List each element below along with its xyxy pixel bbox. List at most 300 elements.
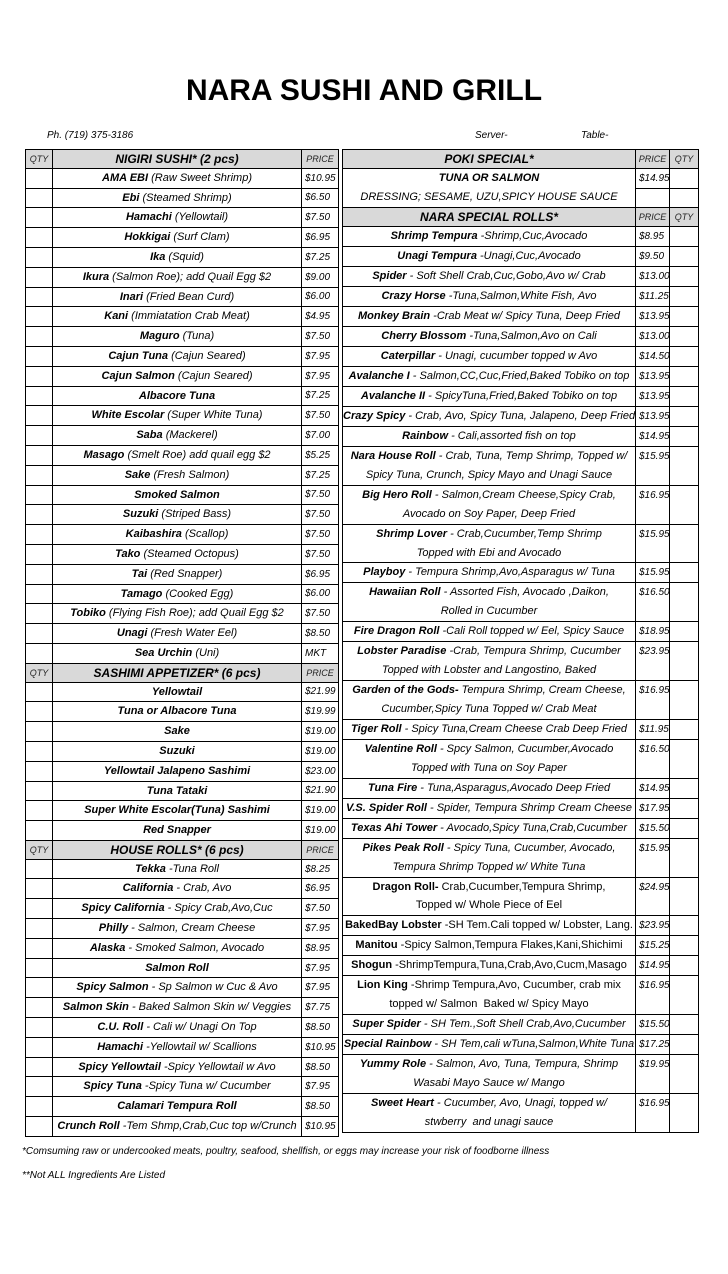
item-desc-line2: Tempura Shrimp Topped w/ White Tuna xyxy=(392,860,586,873)
menu-item-row xyxy=(26,1097,339,1117)
menu-item-row xyxy=(26,722,339,742)
item-price: $21.99 xyxy=(302,682,339,702)
item-cell xyxy=(53,919,302,939)
item-price: $17.25 xyxy=(636,1035,670,1055)
item-price: $19.95 xyxy=(636,1055,670,1094)
item-name: Suzuki xyxy=(159,744,195,757)
item-price: $7.50 xyxy=(302,525,339,545)
item-desc: - SH Tem.,Soft Shell Crab,Avo,Cucumber xyxy=(420,1018,626,1031)
item-desc-line2: Topped with Ebi and Avocado xyxy=(416,546,562,559)
page-title: NARA SUSHI AND GRILL xyxy=(185,74,543,107)
item-name: Shrimp Tempura xyxy=(390,230,478,243)
item-desc: (Raw Sweet Shrimp) xyxy=(148,171,252,184)
item-name: Caterpillar xyxy=(380,350,436,363)
item-name: Cajun Tuna xyxy=(108,349,169,362)
menu-item-row xyxy=(26,879,339,899)
menu-item-row xyxy=(26,584,339,604)
item-name: Tuna Tataki xyxy=(146,784,208,797)
menu-item-row xyxy=(26,978,339,998)
item-name: Maguro xyxy=(139,330,180,343)
item-price: $13.95 xyxy=(636,387,670,407)
qty-cell xyxy=(670,247,699,267)
menu-item-row xyxy=(343,227,699,247)
section-title: SASHIMI APPETIZER* (6 pcs) xyxy=(53,663,302,682)
item-line1 xyxy=(343,720,635,739)
item-cell xyxy=(53,564,302,584)
item-name: Hamachi xyxy=(125,211,172,224)
item-cell xyxy=(343,798,636,818)
item-desc: (Smelt Roe) add quail egg $2 xyxy=(124,448,271,461)
qty-cell xyxy=(26,426,53,446)
item-cell xyxy=(343,485,636,524)
item-cell xyxy=(53,465,302,485)
qty-cell xyxy=(26,998,53,1018)
item-cell xyxy=(53,761,302,781)
qty-cell xyxy=(670,642,699,681)
qty-cell xyxy=(670,347,699,367)
qty-cell xyxy=(26,445,53,465)
menu-item-row xyxy=(343,916,699,936)
menu-item-row xyxy=(26,505,339,525)
menu-item-row xyxy=(26,564,339,584)
item-cell xyxy=(53,702,302,722)
qty-cell xyxy=(26,584,53,604)
item-desc: -Spicy Yellowtail w Avo xyxy=(160,1060,276,1073)
item-cell xyxy=(53,525,302,545)
item-price: $16.95 xyxy=(636,485,670,524)
item-name: Rainbow xyxy=(402,430,449,443)
item-price: $6.95 xyxy=(302,564,339,584)
item-price: $9.50 xyxy=(636,247,670,267)
item-name: Unagi Tempura xyxy=(397,250,477,263)
item-cell xyxy=(53,978,302,998)
qty-cell xyxy=(26,859,53,879)
qty-cell xyxy=(670,1093,699,1132)
menu-item-row xyxy=(343,583,699,622)
item-desc: - Cali w/ Unagi On Top xyxy=(143,1021,257,1034)
item-desc: - Salmon,Cream Cheese,Spicy Crab, xyxy=(431,488,616,501)
item-desc: - Cucumber, Avo, Unagi, topped w/ xyxy=(433,1096,608,1109)
menu-item-row xyxy=(26,781,339,801)
menu-item-row xyxy=(26,327,339,347)
item-price: $7.50 xyxy=(302,327,339,347)
section-header-row xyxy=(343,150,699,169)
item-price: $7.95 xyxy=(302,1077,339,1097)
item-desc: (Striped Bass) xyxy=(158,508,232,521)
qty-cell xyxy=(26,544,53,564)
item-name: Avalanche II xyxy=(360,390,426,403)
qty-cell xyxy=(26,327,53,347)
qty-cell xyxy=(26,879,53,899)
item-desc: (Fresh Water Eel) xyxy=(147,627,238,640)
item-name: Philly xyxy=(98,922,129,935)
footnote-ingredients: **Not ALL Ingredients Are Listed xyxy=(22,1169,166,1181)
item-cell xyxy=(343,563,636,583)
item-cell xyxy=(343,1015,636,1035)
item-cell xyxy=(343,916,636,936)
item-desc: -Yellowtail w/ Scallions xyxy=(143,1040,257,1053)
qty-cell xyxy=(26,1077,53,1097)
item-name: Tuna or Albacore Tuna xyxy=(117,705,237,718)
item-name: Inari xyxy=(119,290,144,303)
item-price: $11.25 xyxy=(636,287,670,307)
qty-cell xyxy=(26,188,53,208)
item-line1 xyxy=(343,936,635,955)
menu-item-row xyxy=(26,761,339,781)
item-desc: - Salmon, Cream Cheese xyxy=(128,922,256,935)
item-price: $8.95 xyxy=(636,227,670,247)
item-cell xyxy=(53,879,302,899)
qty-column-label: QTY xyxy=(26,840,53,859)
qty-cell xyxy=(26,346,53,366)
qty-cell xyxy=(670,681,699,720)
qty-cell xyxy=(670,307,699,327)
qty-cell xyxy=(26,307,53,327)
item-name: Playboy xyxy=(363,566,406,579)
item-price: $16.50 xyxy=(636,739,670,778)
left-menu-body xyxy=(26,150,339,1137)
item-name: Pikes Peak Roll xyxy=(362,841,444,854)
item-cell xyxy=(343,447,636,486)
item-price: $19.00 xyxy=(302,722,339,742)
item-desc: (Red Snapper) xyxy=(147,567,223,580)
item-name: Saba xyxy=(136,429,163,442)
item-line1 xyxy=(343,878,635,897)
menu-item-row xyxy=(26,604,339,624)
menu-item-row xyxy=(343,327,699,347)
item-name: Hokkigai xyxy=(124,231,171,244)
item-price: $13.00 xyxy=(636,267,670,287)
menu-item-row xyxy=(26,1117,339,1137)
item-line1 xyxy=(343,387,635,406)
item-name: Fire Dragon Roll xyxy=(353,625,440,638)
item-desc: -Crab Meat w/ Spicy Tuna, Deep Fried xyxy=(430,310,621,323)
item-cell xyxy=(53,821,302,841)
item-price: $15.25 xyxy=(636,936,670,956)
item-name: Tekka xyxy=(135,862,166,875)
item-price: $16.95 xyxy=(636,1093,670,1132)
qty-cell xyxy=(670,1035,699,1055)
item-name: Tai xyxy=(131,567,148,580)
item-name: Crazy Horse xyxy=(381,290,446,303)
item-desc: (Mackerel) xyxy=(162,429,218,442)
item-name: Ebi xyxy=(122,191,140,204)
menu-item-row xyxy=(26,287,339,307)
qty-cell xyxy=(26,208,53,228)
item-desc: - Spicy Crab,Avo,Cuc xyxy=(164,902,273,915)
qty-cell xyxy=(26,485,53,505)
item-price: $7.95 xyxy=(302,958,339,978)
item-name: Sweet Heart xyxy=(370,1096,434,1109)
item-cell xyxy=(53,624,302,644)
item-name: White Escolar xyxy=(91,409,165,422)
qty-cell xyxy=(670,936,699,956)
item-name: Salmon Roll xyxy=(145,961,209,974)
item-desc: - Salmon, Avo, Tuna, Tempura, Shrimp xyxy=(426,1058,619,1071)
item-cell xyxy=(53,485,302,505)
qty-cell xyxy=(26,624,53,644)
item-line1 xyxy=(343,916,635,935)
menu-item-row xyxy=(26,624,339,644)
menu-item-row xyxy=(343,642,699,681)
menu-item-row xyxy=(343,838,699,877)
item-line1 xyxy=(343,427,635,446)
item-cell xyxy=(53,188,302,208)
menu-item-row xyxy=(343,387,699,407)
item-price: $19.00 xyxy=(302,741,339,761)
menu-item-row xyxy=(343,524,699,563)
item-name: Ika xyxy=(150,250,166,263)
item-desc: -ShrimpTempura,Tuna,Crab,Avo,Cucm,Masago xyxy=(392,959,627,972)
item-name: Hamachi xyxy=(97,1040,144,1053)
item-price: $16.95 xyxy=(636,681,670,720)
item-desc: - Salmon,CC,Cuc,Fried,Baked Tobiko on top xyxy=(409,370,630,383)
item-line1 xyxy=(343,1055,635,1074)
item-desc: (Surf Clam) xyxy=(170,231,230,244)
item-line1 xyxy=(343,779,635,798)
qty-cell xyxy=(670,877,699,916)
item-line1 xyxy=(343,227,635,246)
item-line1 xyxy=(343,307,635,326)
menu-item-row xyxy=(343,976,699,1015)
item-desc-line2: Topped with Lobster and Langostino, Baked xyxy=(381,664,597,677)
item-cell xyxy=(343,387,636,407)
menu-item-row xyxy=(26,228,339,248)
item-desc: -Tuna Roll xyxy=(165,862,219,875)
section-title: HOUSE ROLLS* (6 pcs) xyxy=(53,840,302,859)
item-line1 xyxy=(343,287,635,306)
item-cell xyxy=(343,287,636,307)
item-cell xyxy=(343,1035,636,1055)
item-price: $8.50 xyxy=(302,1057,339,1077)
item-line1 xyxy=(343,347,635,366)
meta-row xyxy=(25,130,697,144)
item-desc-line2: Spicy Tuna, Crunch, Spicy Mayo and Unagi Sauce xyxy=(365,468,613,481)
item-price: $6.95 xyxy=(302,228,339,248)
item-desc: - Tempura Shrimp,Avo,Asparagus w/ Tuna xyxy=(405,566,615,579)
item-line1 xyxy=(343,267,635,286)
item-price: $13.95 xyxy=(636,407,670,427)
menu-item-row xyxy=(26,998,339,1018)
server-label: Server- xyxy=(475,130,508,141)
qty-cell xyxy=(670,327,699,347)
menu-item-row xyxy=(343,307,699,327)
qty-cell xyxy=(670,838,699,877)
qty-cell xyxy=(670,563,699,583)
item-line1 xyxy=(343,681,635,700)
item-desc: - SH Tem,cali wTuna,Salmon,White Tuna xyxy=(431,1038,635,1051)
item-desc-line2: Avocado on Soy Paper, Deep Fried xyxy=(402,507,576,520)
item-name: Texas Ahi Tower xyxy=(350,821,438,834)
item-price: $14.95 xyxy=(636,956,670,976)
qty-cell xyxy=(26,919,53,939)
item-name: Manitou xyxy=(355,939,398,952)
menu-item-row xyxy=(343,681,699,720)
menu-item-row xyxy=(343,739,699,778)
menu-item-row xyxy=(26,188,339,208)
item-name: Sake xyxy=(164,725,190,738)
qty-cell xyxy=(670,485,699,524)
item-price: $8.25 xyxy=(302,859,339,879)
menu-tables xyxy=(25,149,728,1137)
item-price: $23.95 xyxy=(636,916,670,936)
item-cell xyxy=(53,307,302,327)
qty-column-label: QTY xyxy=(26,663,53,682)
qty-cell xyxy=(26,643,53,663)
qty-cell xyxy=(26,406,53,426)
item-name: TUNA OR SALMON xyxy=(438,172,540,185)
item-price: $8.95 xyxy=(302,938,339,958)
item-desc-line2: Wasabi Mayo Sauce w/ Mango xyxy=(413,1077,565,1090)
item-desc: - Assorted Fish, Avocado ,Daikon, xyxy=(440,586,609,599)
qty-cell xyxy=(26,899,53,919)
item-desc: - Crab, Avo xyxy=(173,882,232,895)
item-cell xyxy=(343,227,636,247)
item-price: $15.50 xyxy=(636,1015,670,1035)
qty-cell xyxy=(670,1015,699,1035)
item-price: $13.00 xyxy=(636,327,670,347)
item-cell xyxy=(343,583,636,622)
item-name: Yummy Role xyxy=(359,1058,427,1071)
qty-cell xyxy=(670,524,699,563)
qty-cell xyxy=(26,722,53,742)
table-label: Table- xyxy=(581,130,609,141)
item-desc: - Crab,Cucumber,Temp Shrimp xyxy=(447,527,602,540)
item-name: Nara House Roll xyxy=(350,450,436,462)
item-desc: (Cajun Seared) xyxy=(168,349,246,362)
menu-item-row xyxy=(26,346,339,366)
item-price: $14.95 xyxy=(636,778,670,798)
item-desc: (Uni) xyxy=(192,646,220,659)
item-price: $15.50 xyxy=(636,818,670,838)
menu-item-row xyxy=(26,938,339,958)
item-price: $13.95 xyxy=(636,307,670,327)
qty-cell xyxy=(26,1057,53,1077)
item-name: Valentine Roll xyxy=(364,742,437,755)
item-price: $15.95 xyxy=(636,447,670,486)
qty-cell xyxy=(670,287,699,307)
menu-item-row xyxy=(343,936,699,956)
item-name: Tuna Fire xyxy=(367,781,418,794)
item-price: $7.50 xyxy=(302,485,339,505)
menu-item-row xyxy=(26,208,339,228)
menu-item-row xyxy=(26,702,339,722)
item-line1 xyxy=(343,486,635,505)
item-line1 xyxy=(343,563,635,582)
menu-item-row xyxy=(343,347,699,367)
item-cell xyxy=(53,544,302,564)
qty-cell xyxy=(670,1055,699,1094)
item-price: $7.00 xyxy=(302,426,339,446)
menu-item-row xyxy=(343,719,699,739)
item-desc: - Baked Salmon Skin w/ Veggies xyxy=(128,1001,292,1014)
item-cell xyxy=(53,267,302,287)
item-price-empty xyxy=(636,189,670,208)
qty-cell xyxy=(26,1037,53,1057)
item-cell xyxy=(53,682,302,702)
section-title: NARA SPECIAL ROLLS* xyxy=(343,208,636,227)
item-cell xyxy=(53,168,302,188)
qty-cell xyxy=(670,622,699,642)
item-price: $7.50 xyxy=(302,406,339,426)
item-name: Unagi xyxy=(116,627,148,640)
item-desc: - Spicy Tuna, Cucumber, Avocado, xyxy=(443,841,616,854)
item-name: Albacore Tuna xyxy=(138,389,216,402)
item-desc: -Shrimp,Cuc,Avocado xyxy=(477,230,588,243)
qty-cell xyxy=(670,976,699,1015)
item-name: Sea Urchin xyxy=(134,646,193,659)
menu-item-row xyxy=(343,447,699,486)
price-column-label: PRICE xyxy=(636,208,670,227)
menu-item-row xyxy=(343,427,699,447)
menu-item-row xyxy=(26,1057,339,1077)
menu-item-row xyxy=(26,168,339,188)
item-desc: -Tem Shmp,Crab,Cuc top w/Crunch xyxy=(119,1120,297,1133)
section-header-row xyxy=(26,663,339,682)
item-cell xyxy=(53,505,302,525)
item-name: AMA EBI xyxy=(102,171,149,184)
item-price: $18.95 xyxy=(636,622,670,642)
item-cell xyxy=(343,367,636,387)
item-desc: (Steamed Shrimp) xyxy=(139,191,232,204)
item-name: Special Rainbow xyxy=(343,1038,432,1051)
item-line1 xyxy=(343,622,635,641)
item-line1 xyxy=(343,169,635,188)
item-cell xyxy=(53,1097,302,1117)
menu-item-row xyxy=(26,1037,339,1057)
item-name: Lion King xyxy=(357,979,408,992)
qty-cell xyxy=(670,407,699,427)
menu-item-row xyxy=(343,169,699,189)
item-desc: -SH Tem.Cali topped w/ Lobster, Lang. xyxy=(441,919,633,932)
item-desc: - Smoked Salmon, Avocado xyxy=(125,941,265,954)
item-price: $15.95 xyxy=(636,563,670,583)
item-cell xyxy=(53,287,302,307)
item-price: $7.95 xyxy=(302,978,339,998)
right-menu-body xyxy=(343,150,699,1133)
item-cell xyxy=(343,681,636,720)
qty-cell xyxy=(670,387,699,407)
item-price: $7.25 xyxy=(302,386,339,406)
price-column-label: PRICE xyxy=(302,840,339,859)
menu-item-row xyxy=(343,1055,699,1094)
item-cell xyxy=(343,838,636,877)
item-line1 xyxy=(343,976,635,995)
item-name: Shrimp Lover xyxy=(376,527,448,540)
menu-item-row xyxy=(26,1018,339,1038)
qty-cell xyxy=(26,247,53,267)
item-cell xyxy=(53,366,302,386)
item-name: Tiger Roll xyxy=(351,722,402,735)
item-line1 xyxy=(343,583,635,602)
item-name: Dragon Roll- xyxy=(372,880,439,893)
item-desc: (Steamed Octopus) xyxy=(140,547,239,560)
menu-item-row xyxy=(26,386,339,406)
qty-cell xyxy=(26,267,53,287)
item-cell xyxy=(53,426,302,446)
item-price: $13.95 xyxy=(636,367,670,387)
menu-item-row xyxy=(343,818,699,838)
menu-item-row xyxy=(343,1035,699,1055)
item-price: MKT xyxy=(302,643,339,663)
qty-cell xyxy=(670,189,699,208)
item-price: $14.50 xyxy=(636,347,670,367)
item-desc: Tempura Shrimp, Cream Cheese, xyxy=(458,684,626,697)
item-desc: (Squid) xyxy=(165,250,204,263)
item-line1 xyxy=(343,1035,635,1054)
item-desc-line2: stwberry and unagi sauce xyxy=(424,1115,554,1128)
item-line1 xyxy=(343,956,635,975)
